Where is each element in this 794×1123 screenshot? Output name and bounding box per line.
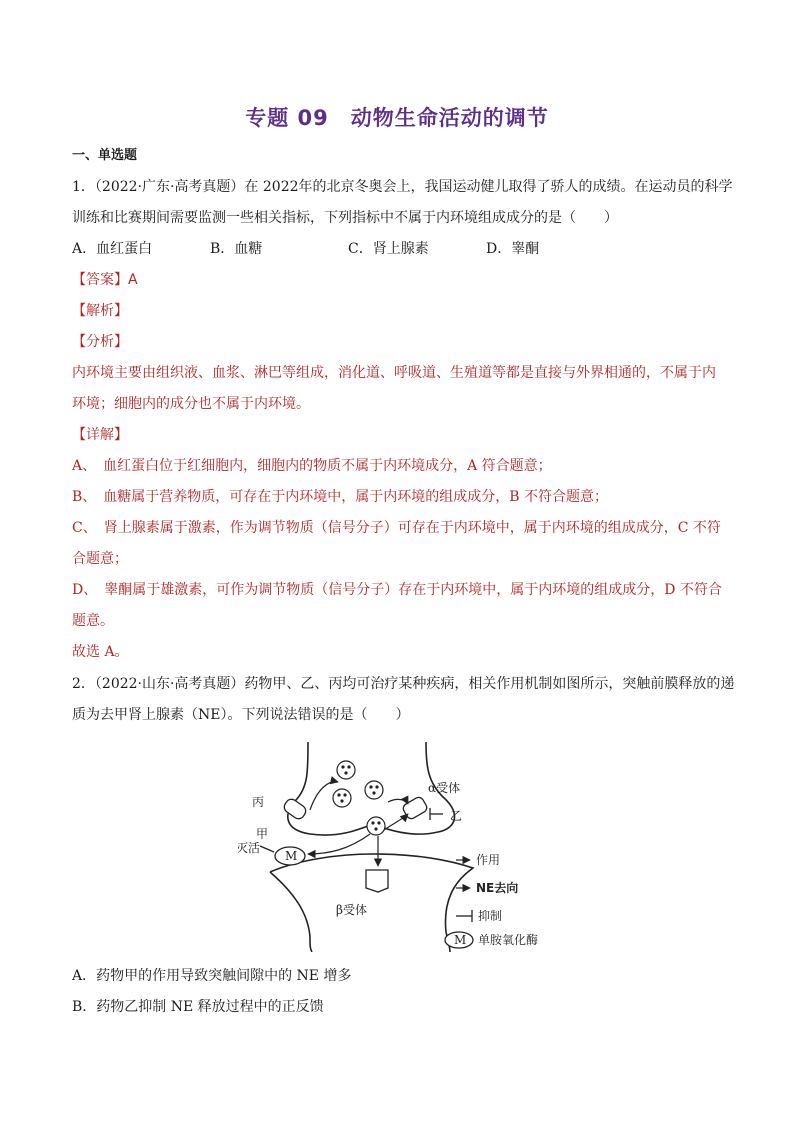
q1-answer: 【答案】A <box>72 272 138 288</box>
q1-option-a: A．血红蛋白 <box>72 241 153 257</box>
synapse-figure <box>238 742 568 952</box>
q1-option-b: B．血糖 <box>210 241 263 257</box>
section-heading: 一、单选题 <box>72 148 138 163</box>
q1-option-c: C．肾上腺素 <box>348 241 429 257</box>
q1-fenxi-line1: 内环境主要由组织液、血浆、淋巴等组成，消化道、呼吸道、生殖道等都是直接与外界相通的，不属于内 <box>72 365 716 381</box>
postsynaptic-membrane <box>270 854 473 952</box>
q1-detail-d-cont: 题意。 <box>72 613 114 629</box>
label-alpha-receptor: α受体 <box>428 781 461 795</box>
q1-stem-line2: 训练和比赛期间需要监测一些相关指标，下列指标中不属于内环境组成成分的是（ ） <box>72 210 618 226</box>
transporter <box>282 797 308 821</box>
q2-stem-line2: 质为去甲肾上腺素（NE）。下列说法错误的是（ ） <box>72 707 410 723</box>
q1-detail-tag: 【详解】 <box>72 427 128 443</box>
q2-option-a: A．药物甲的作用导致突触间隙中的 NE 增多 <box>72 968 352 984</box>
q1-detail-d: D、 睾酮属于雄激素，可作为调节物质（信号分子）存在于内环境中，属于内环境的组成成分，D 不符合 <box>72 582 722 598</box>
label-bing: 丙 <box>252 795 265 809</box>
q1-detail-b: B、 血糖属于营养物质，可存在于内环境中，属于内环境的组成成分，B 不符合题意； <box>72 489 609 505</box>
q1-fenxi-line2: 环境；细胞内的成分也不属于内环境。 <box>72 396 310 412</box>
q2-stem-line1: 2．（2022·山东·高考真题）药物甲、乙、丙均可治疗某种疾病，相关作用机制如图所示，突触前膜释放的递 <box>72 676 735 692</box>
figure-legend <box>445 853 538 948</box>
q1-detail-a: A、 血红蛋白位于红细胞内，细胞内的物质不属于内环境成分，A 符合题意； <box>72 458 552 474</box>
q1-fenxi-tag: 【分析】 <box>72 334 128 350</box>
vesicle <box>333 761 385 835</box>
label-jia: 甲 <box>256 827 269 841</box>
q1-stem-line1: 1．（2022·广东·高考真题）在 2022年的北京冬奥会上，我国运动健儿取得了骄人的成绩。在运动员的科学 <box>72 179 733 195</box>
enzyme-symbol: M <box>285 849 298 863</box>
q1-conclusion: 故选 A。 <box>72 644 129 660</box>
legend-enzyme: 单胺氧化酶 <box>478 933 539 947</box>
q1-detail-c: C、 肾上腺素属于激素，作为调节物质（信号分子）可存在于内环境中，属于内环境的组成成分，C 不符 <box>72 520 721 536</box>
beta-receptor <box>366 870 388 892</box>
legend-ne-direction: NE去向 <box>476 881 519 895</box>
legend-enzyme-symbol: M <box>454 933 467 947</box>
q1-detail-c-cont: 合题意； <box>72 551 128 567</box>
synapse-diagram <box>238 742 568 952</box>
q1-options <box>72 239 732 259</box>
legend-effect: 作用 <box>476 853 501 867</box>
legend-inhibit: 抑制 <box>478 909 503 923</box>
q1-option-d: D．睾酮 <box>486 241 540 257</box>
q2-option-b: B．药物乙抑制 NE 释放过程中的正反馈 <box>72 999 324 1015</box>
label-beta-receptor: β受体 <box>336 903 367 917</box>
page-title: 专题 09 动物生命活动的调节 <box>245 106 549 130</box>
label-yi: 乙 <box>450 809 463 823</box>
q1-analysis-tag: 【解析】 <box>72 303 128 319</box>
label-miehuo: 灭活 <box>238 841 261 855</box>
